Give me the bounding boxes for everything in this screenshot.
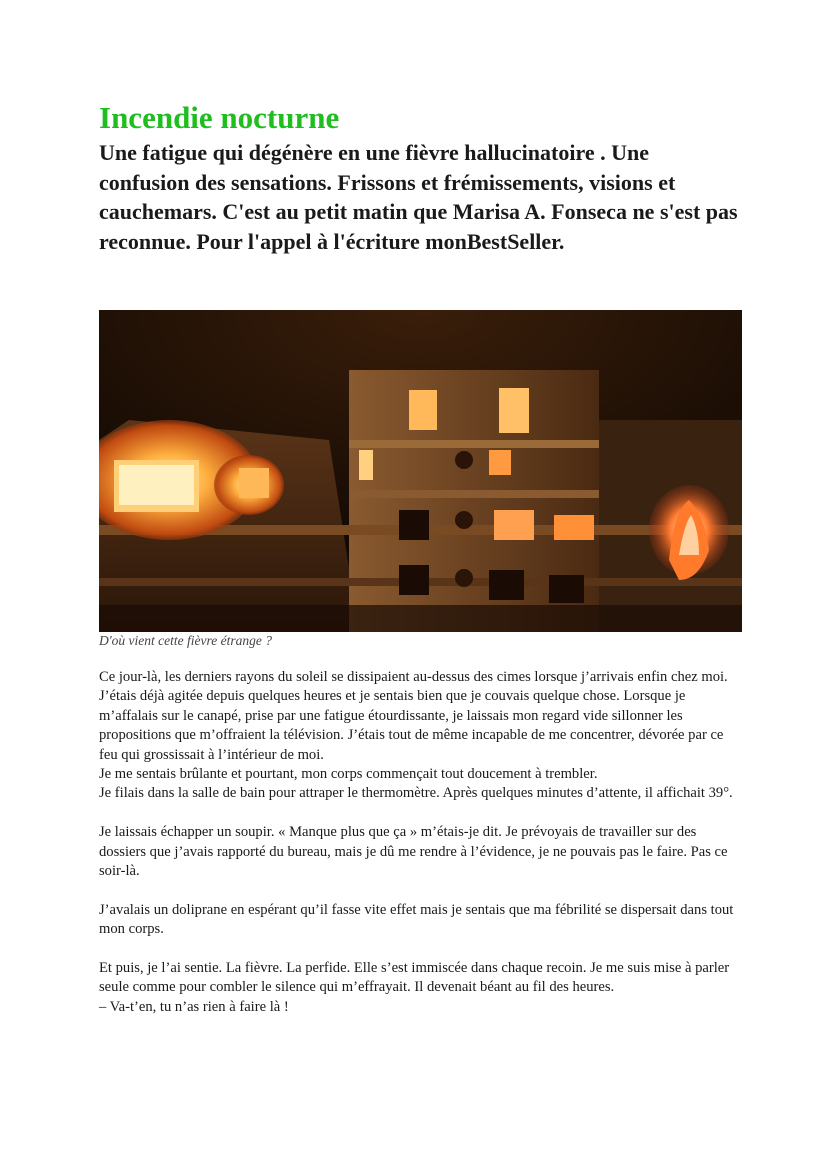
paragraph: Je me sentais brûlante et pourtant, mon corps commençait tout doucement à trembler. (99, 766, 598, 783)
article-body (99, 668, 739, 1017)
paragraph: Et puis, je l’ai sentie. La fièvre. La perfide. Elle s’est immiscée dans chaque recoin. Je me suis mise à parler seule comme pour combler le silence qui m’effrayait. Il devenait béant au fil des heures. (99, 960, 730, 996)
article-header (99, 100, 749, 256)
building-fire-image (99, 310, 742, 632)
article-title: Incendie nocturne (99, 100, 340, 135)
paragraph: Ce jour-là, les derniers rayons du soleil se dissipaient au-dessus des cimes lorsque j’arrivais enfin chez moi. J’étais déjà agitée depuis quelques heures et je sentais bien que je couvais quelque chose. Lorsque je m’affalais sur le canapé, prise par une fatigue étourdissante, je laissais mon regard vide sillonner les propositions que m’offraient la télévision. J’étais tout de même incapable de me concentrer, dévorée par ce feu qui grossissait à l’intérieur de moi. (99, 669, 728, 763)
image-caption: D'où vient cette fièvre étrange ? (99, 633, 272, 648)
paragraph: Je laissais échapper un soupir. « Manque plus que ça » m’étais-je dit. Je prévoyais de travailler sur des dossiers que j’avais rapporté du bureau, mais je dû me rendre à l’évidence, je ne pouvais pas le faire. Pas ce soir-là. (99, 824, 728, 880)
dialogue-line: – Va-t’en, tu n’as rien à faire là ! (99, 998, 289, 1015)
paragraph: J’avalais un doliprane en espérant qu’il fasse vite effet mais je sentais que ma fébrilité se dispersait dans tout mon corps. (99, 901, 734, 938)
paragraph: Je filais dans la salle de bain pour attraper le thermomètre. Après quelques minutes d’attente, il affichait 39°. (99, 785, 733, 802)
article-subtitle: Une fatigue qui dégénère en une fièvre hallucinatoire . Une confusion des sensations. Frissons et frémissements, visions et cauchemars. C'est au petit matin que Marisa A. Fonseca ne s'est pas reconnue. Pour l'appel à l'écriture monBestSeller. (99, 140, 738, 254)
article-photo (99, 310, 742, 632)
